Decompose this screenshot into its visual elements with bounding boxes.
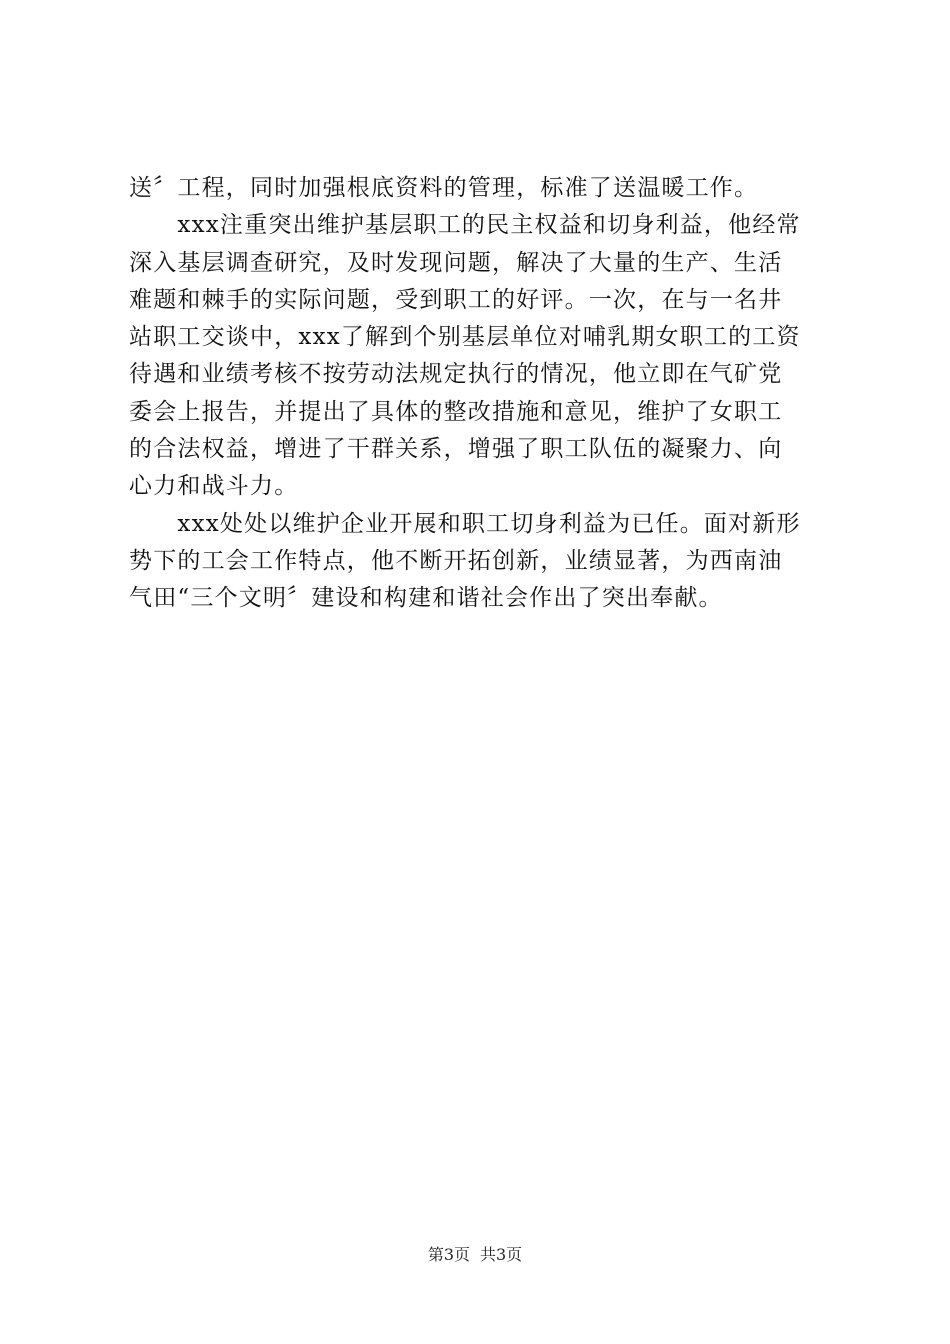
page-number-total: 共3页 bbox=[480, 1245, 523, 1264]
page-footer bbox=[0, 1244, 950, 1266]
text-line: xxx注重突出维护基层职工的民主权益和切身利益，他经常 bbox=[129, 212, 801, 239]
text-line: 委会上报告，并提出了具体的整改措施和意见，维护了女职工 bbox=[129, 398, 783, 425]
text-line: 的合法权益，增进了干群关系，增强了职工队伍的凝聚力、向 bbox=[129, 436, 783, 463]
text-line: xxx处处以维护企业开展和职工切身利益为已任。面对新形 bbox=[129, 510, 801, 537]
text-line: 待遇和业绩考核不按劳动法规定执行的情况，他立即在气矿党 bbox=[129, 361, 783, 388]
text-line: 心力和战斗力。 bbox=[129, 473, 299, 500]
document-body bbox=[129, 170, 835, 618]
page-number-current: 第3页 bbox=[427, 1245, 470, 1264]
text-line: 深入基层调查研究，及时发现问题，解决了大量的生产、生活 bbox=[129, 249, 783, 276]
text-line: 难题和棘手的实际问题，受到职工的好评。一次，在与一名井 bbox=[129, 286, 783, 313]
text-line: 势下的工会工作特点，他不断开拓创新，业绩显著，为西南油 bbox=[129, 547, 783, 574]
text-line: 气田“三个文明〞建设和构建和谐社会作出了突出奉献。 bbox=[129, 585, 723, 612]
text-line: 站职工交谈中，xxx了解到个别基层单位对哺乳期女职工的工资 bbox=[129, 324, 801, 351]
text-line: 送〞工程，同时加强根底资料的管理，标准了送温暖工作。 bbox=[129, 175, 759, 201]
